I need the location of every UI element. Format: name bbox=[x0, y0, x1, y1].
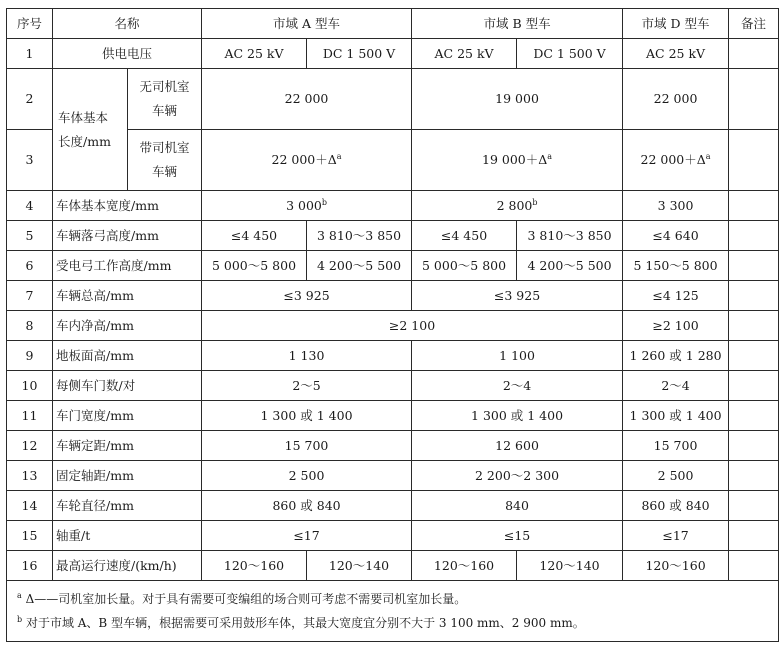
cell-remarks bbox=[729, 521, 779, 551]
cell-d: ≤4 125 bbox=[623, 281, 729, 311]
header-name: 名称 bbox=[53, 9, 202, 39]
cell-a: 2 500 bbox=[202, 461, 412, 491]
cell-d: 2 500 bbox=[623, 461, 729, 491]
cell-d: 22 000 bbox=[623, 69, 729, 130]
footnote-b bbox=[17, 611, 768, 635]
row-number: 7 bbox=[7, 281, 53, 311]
row-label: 最高运行速度/(km/h) bbox=[53, 551, 202, 581]
table-row bbox=[7, 401, 779, 431]
sub-label-line2: 车辆 bbox=[152, 164, 178, 179]
row-number: 9 bbox=[7, 341, 53, 371]
cell-a: 1 130 bbox=[202, 341, 412, 371]
table-row bbox=[7, 281, 779, 311]
sub-label-line1: 带司机室 bbox=[139, 140, 190, 156]
cell-d: 1 260 或 1 280 bbox=[623, 341, 729, 371]
header-seq: 序号 bbox=[7, 9, 53, 39]
row-label: 车辆落弓高度/mm bbox=[53, 221, 202, 251]
table-row bbox=[7, 431, 779, 461]
cell-a bbox=[202, 191, 412, 221]
cell-b-dc: 3 810～3 850 bbox=[517, 221, 623, 251]
cell-a: 22 000 bbox=[202, 69, 412, 130]
row-label: 固定轴距/mm bbox=[53, 461, 202, 491]
cell-b-ac: 120～160 bbox=[412, 551, 517, 581]
cell-a: ≤3 925 bbox=[202, 281, 412, 311]
cell-b-dc: 120～140 bbox=[517, 551, 623, 581]
body-length-label-line2: 长度/mm bbox=[58, 133, 111, 149]
footnote-mark: b bbox=[532, 197, 538, 207]
body-length-label bbox=[53, 69, 128, 191]
cell-a-dc: DC 1 500 V bbox=[307, 39, 412, 69]
cell-remarks bbox=[729, 130, 779, 191]
cell-d: 1 300 或 1 400 bbox=[623, 401, 729, 431]
row-number: 11 bbox=[7, 401, 53, 431]
cell-remarks bbox=[729, 431, 779, 461]
header-type-d: 市域 D 型车 bbox=[623, 9, 729, 39]
row-label: 车体基本宽度/mm bbox=[53, 191, 202, 221]
table-row bbox=[7, 251, 779, 281]
cell-a: 15 700 bbox=[202, 431, 412, 461]
cell-remarks bbox=[729, 221, 779, 251]
cell-a-dc: 120～140 bbox=[307, 551, 412, 581]
cell-a bbox=[202, 130, 412, 191]
cell-remarks bbox=[729, 461, 779, 491]
cell-a: ≤17 bbox=[202, 521, 412, 551]
cell-remarks bbox=[729, 251, 779, 281]
cell-b-ac: ≤4 450 bbox=[412, 221, 517, 251]
cell-d: ≤4 640 bbox=[623, 221, 729, 251]
cell-a-ac: ≤4 450 bbox=[202, 221, 307, 251]
row-number: 5 bbox=[7, 221, 53, 251]
cell-value: 22 000＋Δ bbox=[271, 152, 337, 168]
cell-remarks bbox=[729, 69, 779, 130]
footnote-mark: b bbox=[321, 197, 327, 207]
table-row bbox=[7, 39, 779, 69]
cell-d: 2～4 bbox=[623, 371, 729, 401]
cell-remarks bbox=[729, 551, 779, 581]
row-label: 供电电压 bbox=[53, 39, 202, 69]
table-row bbox=[7, 551, 779, 581]
footnote-a-text: Δ——司机室加长量。对于具有需要可变编组的场合则可考虑不需要司机室加长量。 bbox=[25, 592, 467, 606]
cell-d: ≤17 bbox=[623, 521, 729, 551]
table-row bbox=[7, 341, 779, 371]
row-label: 车辆定距/mm bbox=[53, 431, 202, 461]
cell-b: 1 300 或 1 400 bbox=[412, 401, 623, 431]
header-type-b: 市域 B 型车 bbox=[412, 9, 623, 39]
row-number: 3 bbox=[7, 130, 53, 191]
header-type-a: 市域 A 型车 bbox=[202, 9, 412, 39]
cell-value: 22 000＋Δ bbox=[640, 152, 706, 168]
row-number: 16 bbox=[7, 551, 53, 581]
cell-a-dc: 3 810～3 850 bbox=[307, 221, 412, 251]
cell-d: ≥2 100 bbox=[623, 311, 729, 341]
cell-b: 12 600 bbox=[412, 431, 623, 461]
cell-remarks bbox=[729, 401, 779, 431]
table-row bbox=[7, 371, 779, 401]
row-number: 13 bbox=[7, 461, 53, 491]
sub-label-with-cab bbox=[128, 130, 202, 191]
row-label: 车轮直径/mm bbox=[53, 491, 202, 521]
table-row bbox=[7, 69, 779, 130]
cell-b: 2～4 bbox=[412, 371, 623, 401]
cell-d: 860 或 840 bbox=[623, 491, 729, 521]
table-row bbox=[7, 191, 779, 221]
footnote-a-mark: a bbox=[17, 591, 22, 600]
sub-label-line2: 车辆 bbox=[152, 103, 178, 118]
cell-b-dc: DC 1 500 V bbox=[517, 39, 623, 69]
row-number: 6 bbox=[7, 251, 53, 281]
cell-a: 2～5 bbox=[202, 371, 412, 401]
cell-ab: ≥2 100 bbox=[202, 311, 623, 341]
cell-value: 19 000＋Δ bbox=[482, 152, 548, 168]
sub-label-line1: 无司机室 bbox=[139, 79, 190, 95]
footnotes-row bbox=[7, 581, 779, 642]
row-label: 受电弓工作高度/mm bbox=[53, 251, 202, 281]
cell-a: 1 300 或 1 400 bbox=[202, 401, 412, 431]
row-number: 14 bbox=[7, 491, 53, 521]
cell-remarks bbox=[729, 491, 779, 521]
cell-a: 860 或 840 bbox=[202, 491, 412, 521]
cell-d: 120～160 bbox=[623, 551, 729, 581]
footnotes bbox=[7, 581, 779, 642]
footnote-mark: a bbox=[705, 152, 711, 162]
row-number: 1 bbox=[7, 39, 53, 69]
cell-a-ac: 5 000～5 800 bbox=[202, 251, 307, 281]
cell-b bbox=[412, 191, 623, 221]
cell-b-dc: 4 200～5 500 bbox=[517, 251, 623, 281]
cell-remarks bbox=[729, 191, 779, 221]
cell-a-dc: 4 200～5 500 bbox=[307, 251, 412, 281]
cell-a-ac: AC 25 kV bbox=[202, 39, 307, 69]
cell-b: 19 000 bbox=[412, 69, 623, 130]
cell-d: AC 25 kV bbox=[623, 39, 729, 69]
table-row bbox=[7, 491, 779, 521]
row-number: 2 bbox=[7, 69, 53, 130]
cell-d bbox=[623, 130, 729, 191]
cell-remarks bbox=[729, 341, 779, 371]
header-row bbox=[7, 9, 779, 39]
cell-b: 840 bbox=[412, 491, 623, 521]
header-remarks: 备注 bbox=[729, 9, 779, 39]
footnote-mark: a bbox=[547, 152, 553, 162]
cell-remarks bbox=[729, 281, 779, 311]
cell-value: 2 800 bbox=[496, 197, 533, 213]
footnote-mark: a bbox=[336, 152, 342, 162]
sub-label-no-cab bbox=[128, 69, 202, 130]
cell-b: 2 200～2 300 bbox=[412, 461, 623, 491]
cell-remarks bbox=[729, 311, 779, 341]
row-label: 地板面高/mm bbox=[53, 341, 202, 371]
cell-d: 5 150～5 800 bbox=[623, 251, 729, 281]
row-number: 15 bbox=[7, 521, 53, 551]
row-number: 4 bbox=[7, 191, 53, 221]
row-number: 12 bbox=[7, 431, 53, 461]
footnote-b-mark: b bbox=[17, 615, 23, 624]
table-row bbox=[7, 311, 779, 341]
cell-d: 15 700 bbox=[623, 431, 729, 461]
footnote-a bbox=[17, 587, 768, 611]
row-number: 8 bbox=[7, 311, 53, 341]
row-label: 车辆总高/mm bbox=[53, 281, 202, 311]
row-label: 轴重/t bbox=[53, 521, 202, 551]
row-label: 车内净高/mm bbox=[53, 311, 202, 341]
body-length-label-line1: 车体基本 bbox=[58, 109, 109, 125]
row-label: 车门宽度/mm bbox=[53, 401, 202, 431]
cell-d: 3 300 bbox=[623, 191, 729, 221]
cell-b: ≤15 bbox=[412, 521, 623, 551]
table-row bbox=[7, 521, 779, 551]
cell-b-ac: AC 25 kV bbox=[412, 39, 517, 69]
cell-b bbox=[412, 130, 623, 191]
cell-b-ac: 5 000～5 800 bbox=[412, 251, 517, 281]
table-row bbox=[7, 461, 779, 491]
row-label: 每侧车门数/对 bbox=[53, 371, 202, 401]
table-row bbox=[7, 221, 779, 251]
cell-remarks bbox=[729, 371, 779, 401]
footnote-b-text: 对于市域 A、B 型车辆，根据需要可采用鼓形车体，其最大宽度宜分别不大于 3 100 mm、2 900 mm。 bbox=[25, 616, 585, 630]
cell-a-ac: 120～160 bbox=[202, 551, 307, 581]
cell-remarks bbox=[729, 39, 779, 69]
cell-b: ≤3 925 bbox=[412, 281, 623, 311]
row-number: 10 bbox=[7, 371, 53, 401]
cell-b: 1 100 bbox=[412, 341, 623, 371]
cell-value: 3 000 bbox=[286, 197, 322, 213]
vehicle-spec-table bbox=[6, 8, 779, 642]
